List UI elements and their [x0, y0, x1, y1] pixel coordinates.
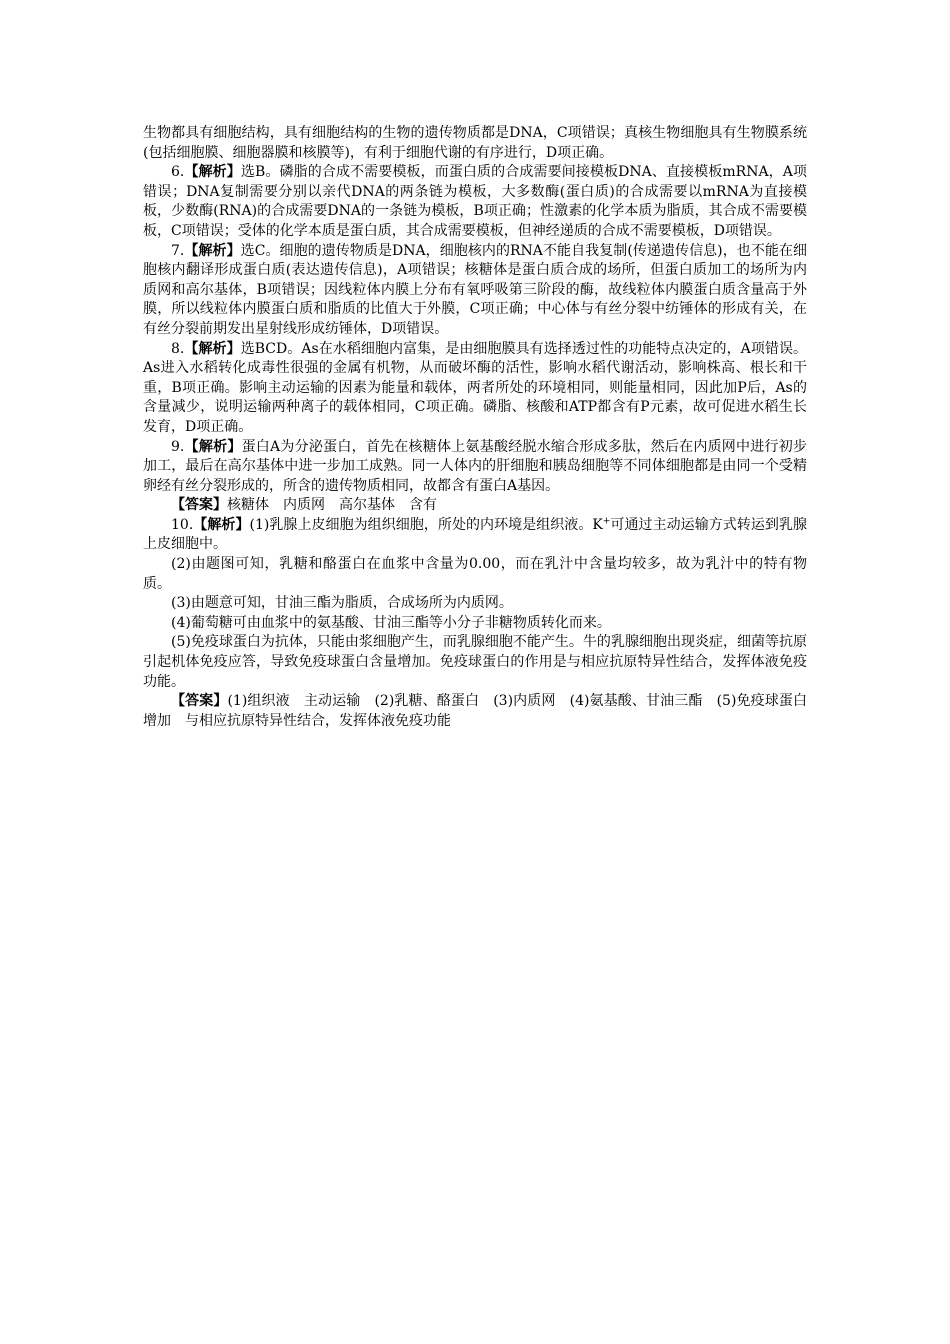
explanation-tag: 【解析】: [184, 242, 241, 259]
answer-tag: 【答案】: [171, 693, 228, 710]
explanation-9: [143, 438, 807, 497]
explanation-10-part-3: (3)由题意可知，甘油三酯为脂质，合成场所为内质网。: [171, 595, 513, 612]
document-page: [143, 124, 822, 731]
explanation-tag: 【解析】: [184, 164, 241, 181]
explanation-8: [143, 340, 807, 438]
explanation-10-part-2: (2)由题图可知，乳糖和酪蛋白在血浆中含量为0.00，而在乳汁中含量均较多，故为乳汁中的特有物质。: [143, 556, 807, 592]
explanation-7: [143, 242, 807, 340]
explanation-text: 选C。细胞的遗传物质是DNA，细胞核内的RNA不能自我复制(传递遗传信息)，也不能在细胞核内翻译形成蛋白质(表达遗传信息)，A项错误；核糖体是蛋白质合成的场所，但蛋白质加工的场所为内质网和高尔基体，B项错误；因线粒体内膜上分布有氧呼吸第三阶段的酶，故线粒体内膜蛋白质含量高于外膜，所以线粒体内膜蛋白质和脂质的比值大于外膜，C项正确；中心体与有丝分裂中纺锤体的形成有关，在有丝分裂前期发出星射线形成纺锤体，D项错误。: [143, 242, 807, 337]
question-number: 10.: [171, 516, 194, 533]
explanation-text-a: (1)乳腺上皮细胞为组织细胞，所处的内环境是组织液。K: [249, 516, 603, 533]
answer-text: 核糖体 内质网 高尔基体 含有: [227, 497, 437, 514]
answer-9: [143, 496, 807, 516]
superscript-plus: +: [602, 516, 611, 527]
explanation-10-part-5: (5)免疫球蛋白为抗体，只能由浆细胞产生，而乳腺细胞不能产生。牛的乳腺细胞出现炎症，细菌等抗原引起机体免疫应答，导致免疫球蛋白含量增加。免疫球蛋白的作用是与相应抗原特异性结合，发挥体液免疫功能。: [143, 634, 807, 690]
answer-10: [143, 692, 822, 731]
explanation-6: [143, 163, 807, 241]
explanation-tag: 【解析】: [193, 516, 250, 533]
explanation-text: 选B。磷脂的合成不需要模板，而蛋白质的合成需要间接模板DNA、直接模板mRNA，A项错误；DNA复制需要分别以亲代DNA的两条链为模板，大多数酶(蛋白质)的合成需要以mRNA为直接模板，少数酶(RNA)的合成需要DNA的一条链为模板，B项正确；性激素的化学本质为脂质，其合成不需要模板，C项错误；受体的化学本质是蛋白质，其合成需要模板，但神经递质的合成不需要模板，D项错误。: [143, 164, 807, 239]
question-number: 8.: [171, 340, 185, 357]
explanation-10: [143, 516, 807, 555]
explanation-10-part-4: (4)葡萄糖可由血浆中的氨基酸、甘油三酯等小分子非糖物质转化而来。: [171, 614, 611, 631]
question-number: 9.: [171, 438, 185, 455]
explanation-text: 选BCD。As在水稻细胞内富集，是由细胞膜具有选择透过性的功能特点决定的，A项错误。As进入水稻转化成毒性很强的金属有机物，从而破坏酶的活性，影响水稻代谢活动，影响株高、根长和干重，B项正确。影响主动运输的因素为能量和载体，两者所处的环境相同，则能量相同，因此加P后，As的含量减少，说明运输两种离子的载体相同，C项正确。磷脂、核酸和ATP都含有P元素，故可促进水稻生长发育，D项正确。: [143, 340, 808, 435]
explanation-text: 蛋白A为分泌蛋白，首先在核糖体上氨基酸经脱水缩合形成多肽，然后在内质网中进行初步加工，最后在高尔基体中进一步加工成熟。同一人体内的肝细胞和胰岛细胞等不同体细胞都是由同一个受精卵经有丝分裂形成的，所含的遗传物质相同，故都含有蛋白A基因。: [143, 438, 808, 494]
explanation-text-b: 可通过主动运输方式转运到乳腺上皮细胞中。: [143, 516, 808, 553]
explanation-tag: 【解析】: [184, 340, 241, 357]
explanation-tag: 【解析】: [184, 438, 242, 455]
answer-tag: 【答案】: [171, 497, 227, 514]
answer-text: (1)组织液 主动运输 (2)乳糖、酪蛋白 (3)内质网 (4)氨基酸、甘油三酯 (5)免疫球蛋白 增加 与相应抗原特异性结合，发挥体液免疫功能: [143, 693, 822, 729]
paragraph-continuation: 生物都具有细胞结构，具有细胞结构的生物的遗传物质都是DNA，C项错误；真核生物细胞具有生物膜系统(包括细胞膜、细胞器膜和核膜等)，有利于细胞代谢的有序进行，D项正确。: [143, 125, 807, 161]
question-number: 6.: [171, 164, 185, 181]
question-number: 7.: [171, 242, 185, 259]
